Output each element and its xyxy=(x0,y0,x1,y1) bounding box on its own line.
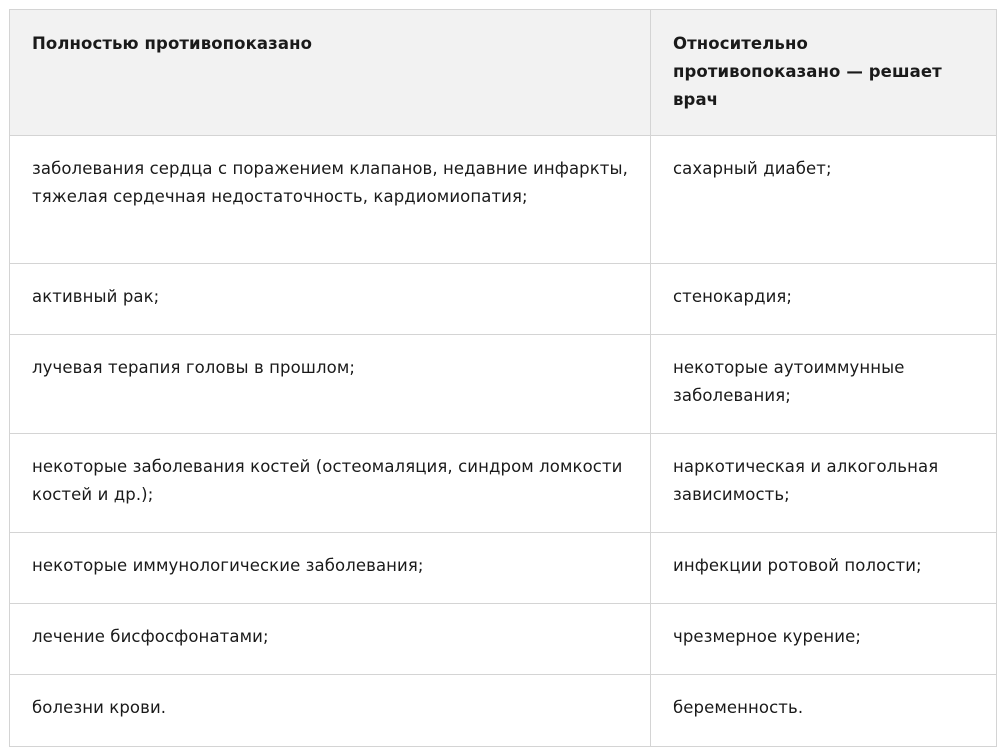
table-cell: активный рак; xyxy=(10,264,651,335)
table-header-row xyxy=(10,10,997,136)
table-cell: сахарный диабет; xyxy=(651,136,997,264)
table-row xyxy=(10,675,997,747)
table-cell: стенокардия; xyxy=(651,264,997,335)
header-absolute-contraindications: Полностью противопоказано xyxy=(10,10,651,136)
contraindications-table xyxy=(9,9,997,747)
table-row xyxy=(10,604,997,675)
table-row xyxy=(10,434,997,533)
header-relative-contraindications: Относительно противопоказано — решает врач xyxy=(651,10,997,136)
table-row xyxy=(10,335,997,434)
table-cell: чрезмерное курение; xyxy=(651,604,997,675)
table-cell: лечение бисфосфонатами; xyxy=(10,604,651,675)
table-cell: болезни крови. xyxy=(10,675,651,747)
table-row xyxy=(10,533,997,604)
table-cell: беременность. xyxy=(651,675,997,747)
table-cell: лучевая терапия головы в прошлом; xyxy=(10,335,651,434)
table-row xyxy=(10,264,997,335)
table-cell: некоторые аутоиммунные заболевания; xyxy=(651,335,997,434)
table-cell: наркотическая и алкогольная зависимость; xyxy=(651,434,997,533)
table-cell: некоторые иммунологические заболевания; xyxy=(10,533,651,604)
table-row xyxy=(10,136,997,264)
table-cell: заболевания сердца с поражением клапанов, недавние инфаркты, тяжелая сердечная недостаточность, кардиомиопатия; xyxy=(10,136,651,264)
table-cell: некоторые заболевания костей (остеомаляция, синдром ломкости костей и др.); xyxy=(10,434,651,533)
table-cell: инфекции ротовой полости; xyxy=(651,533,997,604)
